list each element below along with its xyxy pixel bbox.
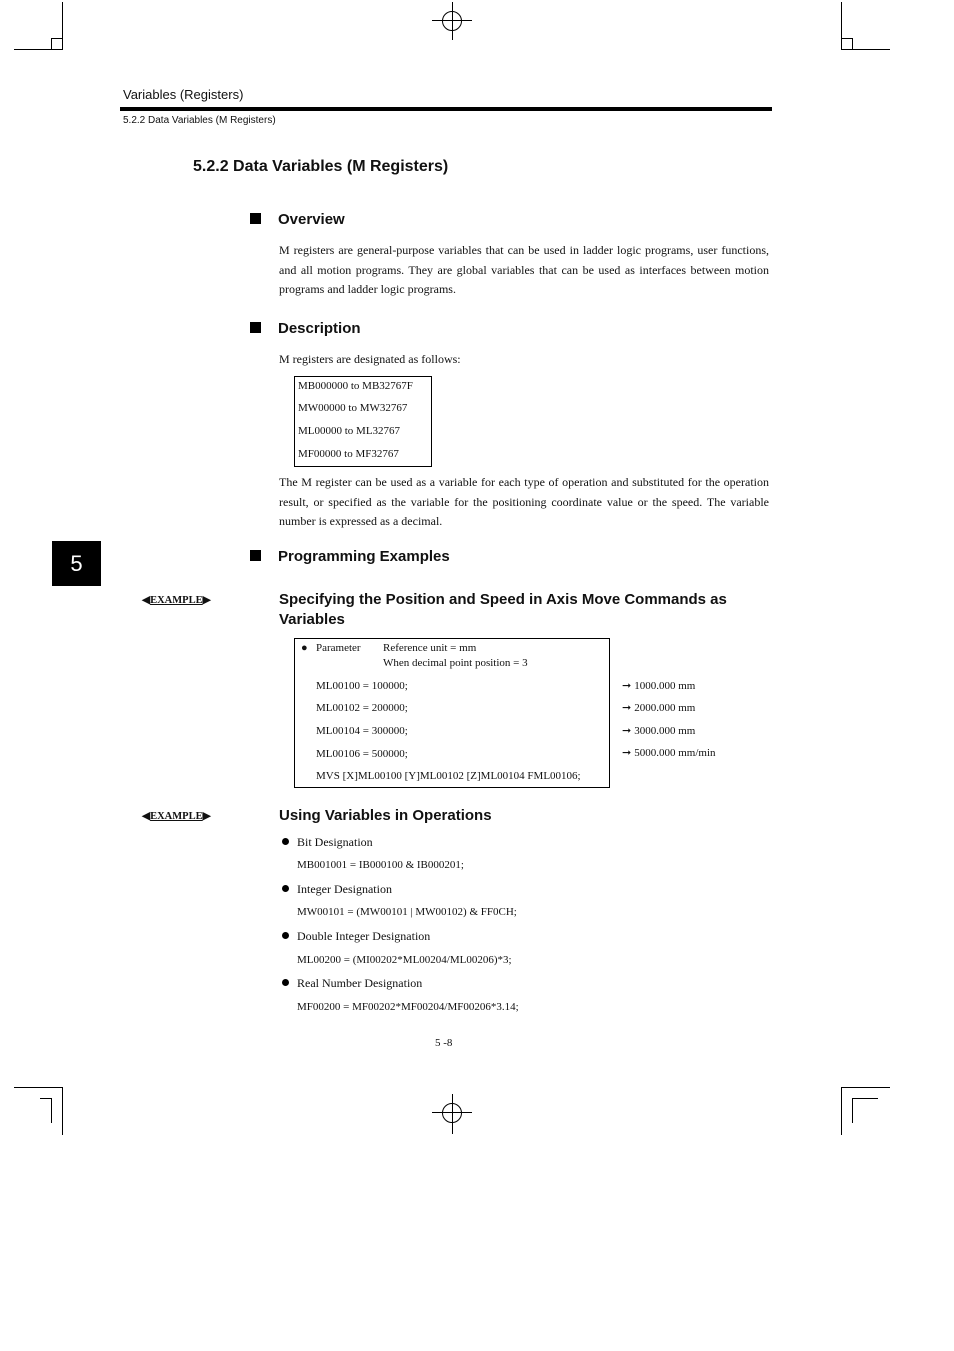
crop-mark bbox=[14, 1087, 62, 1088]
expression: MW00101 = (MW00101 | MW00102) & FF0CH; bbox=[297, 906, 517, 918]
arrow-right-icon: ➞ bbox=[622, 702, 632, 714]
list-item bbox=[282, 976, 422, 991]
left-triangle-icon: ◀ bbox=[142, 811, 151, 822]
programming-heading-text: Programming Examples bbox=[278, 548, 450, 565]
bullet-icon: ● bbox=[301, 642, 308, 654]
example-marker bbox=[142, 594, 211, 606]
bullet-icon bbox=[282, 979, 289, 986]
list-item-label: Double Integer Designation bbox=[297, 929, 431, 943]
register-range: MB000000 to MB32767F bbox=[298, 380, 413, 392]
list-item bbox=[282, 882, 392, 897]
right-triangle-icon: ▶ bbox=[202, 811, 211, 822]
page-number: 5 -8 bbox=[435, 1037, 453, 1049]
square-bullet-icon bbox=[250, 550, 261, 561]
crop-mark bbox=[841, 1087, 842, 1135]
crop-mark bbox=[842, 1087, 890, 1088]
example2-title: Using Variables in Operations bbox=[279, 807, 492, 824]
expression: MB001001 = IB000100 & IB000201; bbox=[297, 859, 464, 871]
result-value: 1000.000 mm bbox=[634, 680, 696, 692]
code-line: ML00100 = 100000; bbox=[316, 680, 408, 692]
overview-paragraph: M registers are general-purpose variables that can be used in ladder logic programs, user functions, and all motion programs. They are global variables that can be used as interfaces between motion programs and ladder logic programs. bbox=[279, 243, 769, 296]
description-paragraph: The M register can be used as a variable for each type of operation and substituted for the operation result, or specified as the variable for the positioning coordinate value or the speed. The variable number is expressed as a decimal. bbox=[279, 475, 769, 528]
bullet-icon bbox=[282, 885, 289, 892]
list-item bbox=[282, 929, 430, 944]
square-bullet-icon bbox=[250, 213, 261, 224]
register-range: MW00000 to MW32767 bbox=[298, 402, 408, 414]
crop-mark bbox=[852, 1098, 853, 1123]
crop-mark bbox=[14, 49, 62, 50]
overview-heading-text: Overview bbox=[278, 211, 345, 228]
crop-mark bbox=[51, 38, 52, 50]
example-label: EXAMPLE bbox=[150, 595, 203, 606]
crop-mark bbox=[841, 2, 842, 50]
result-value: 2000.000 mm bbox=[634, 702, 696, 714]
crop-mark bbox=[62, 2, 63, 50]
result-line bbox=[622, 746, 716, 759]
expression: ML00200 = (MI00202*ML00204/ML00206)*3; bbox=[297, 954, 512, 966]
register-range: MF00000 to MF32767 bbox=[298, 448, 399, 460]
section-title: 5.2.2 Data Variables (M Registers) bbox=[193, 158, 449, 175]
list-item-label: Integer Designation bbox=[297, 882, 392, 896]
registration-mark bbox=[432, 20, 472, 21]
overview-heading bbox=[250, 211, 345, 228]
arrow-right-icon: ➞ bbox=[622, 680, 632, 692]
programming-examples-heading bbox=[250, 548, 450, 565]
description-intro: M registers are designated as follows: bbox=[279, 352, 461, 366]
code-line: ML00106 = 500000; bbox=[316, 748, 408, 760]
result-line bbox=[622, 679, 695, 692]
running-header-subtitle: 5.2.2 Data Variables (M Registers) bbox=[123, 115, 276, 126]
square-bullet-icon bbox=[250, 322, 261, 333]
crop-mark bbox=[51, 38, 62, 39]
crop-mark bbox=[842, 38, 853, 39]
crop-mark bbox=[852, 1098, 878, 1099]
crop-mark bbox=[852, 38, 853, 50]
result-value: 5000.000 mm/min bbox=[634, 747, 716, 759]
param-line: When decimal point position = 3 bbox=[383, 657, 528, 669]
crop-mark bbox=[51, 1098, 52, 1123]
registration-mark bbox=[452, 1094, 453, 1134]
list-item bbox=[282, 835, 373, 850]
crop-mark bbox=[62, 1087, 63, 1135]
list-item-label: Bit Designation bbox=[297, 835, 373, 849]
right-triangle-icon: ▶ bbox=[202, 595, 211, 606]
param-label: Parameter bbox=[316, 642, 361, 654]
bullet-icon bbox=[282, 838, 289, 845]
registration-mark bbox=[452, 2, 453, 40]
registration-mark bbox=[432, 1112, 472, 1113]
description-heading bbox=[250, 320, 361, 337]
result-line bbox=[622, 724, 695, 737]
code-line: ML00104 = 300000; bbox=[316, 725, 408, 737]
header-rule bbox=[120, 107, 772, 111]
example1-title: Specifying the Position and Speed in Axis Move Commands as Variables bbox=[279, 591, 727, 628]
crop-mark bbox=[40, 1098, 52, 1099]
running-header-title: Variables (Registers) bbox=[123, 87, 244, 102]
code-line: ML00102 = 200000; bbox=[316, 702, 408, 714]
register-range-box bbox=[294, 376, 432, 467]
left-triangle-icon: ◀ bbox=[142, 595, 151, 606]
bullet-icon bbox=[282, 932, 289, 939]
param-line: Reference unit = mm bbox=[383, 642, 477, 654]
example-label: EXAMPLE bbox=[150, 811, 203, 822]
expression: MF00200 = MF00202*MF00204/MF00206*3.14; bbox=[297, 1001, 519, 1013]
register-range: ML00000 to ML32767 bbox=[298, 425, 401, 437]
chapter-tab: 5 bbox=[52, 541, 101, 586]
crop-mark bbox=[842, 49, 890, 50]
mvs-code-line: MVS [X]ML00100 [Y]ML00102 [Z]ML00104 FML00106; bbox=[316, 770, 581, 782]
result-line bbox=[622, 701, 695, 714]
list-item-label: Real Number Designation bbox=[297, 976, 423, 990]
description-heading-text: Description bbox=[278, 320, 361, 337]
example1-code-box bbox=[294, 638, 610, 788]
example-marker bbox=[142, 810, 211, 822]
result-value: 3000.000 mm bbox=[634, 725, 696, 737]
arrow-right-icon: ➞ bbox=[622, 725, 632, 737]
arrow-right-icon: ➞ bbox=[622, 747, 632, 759]
